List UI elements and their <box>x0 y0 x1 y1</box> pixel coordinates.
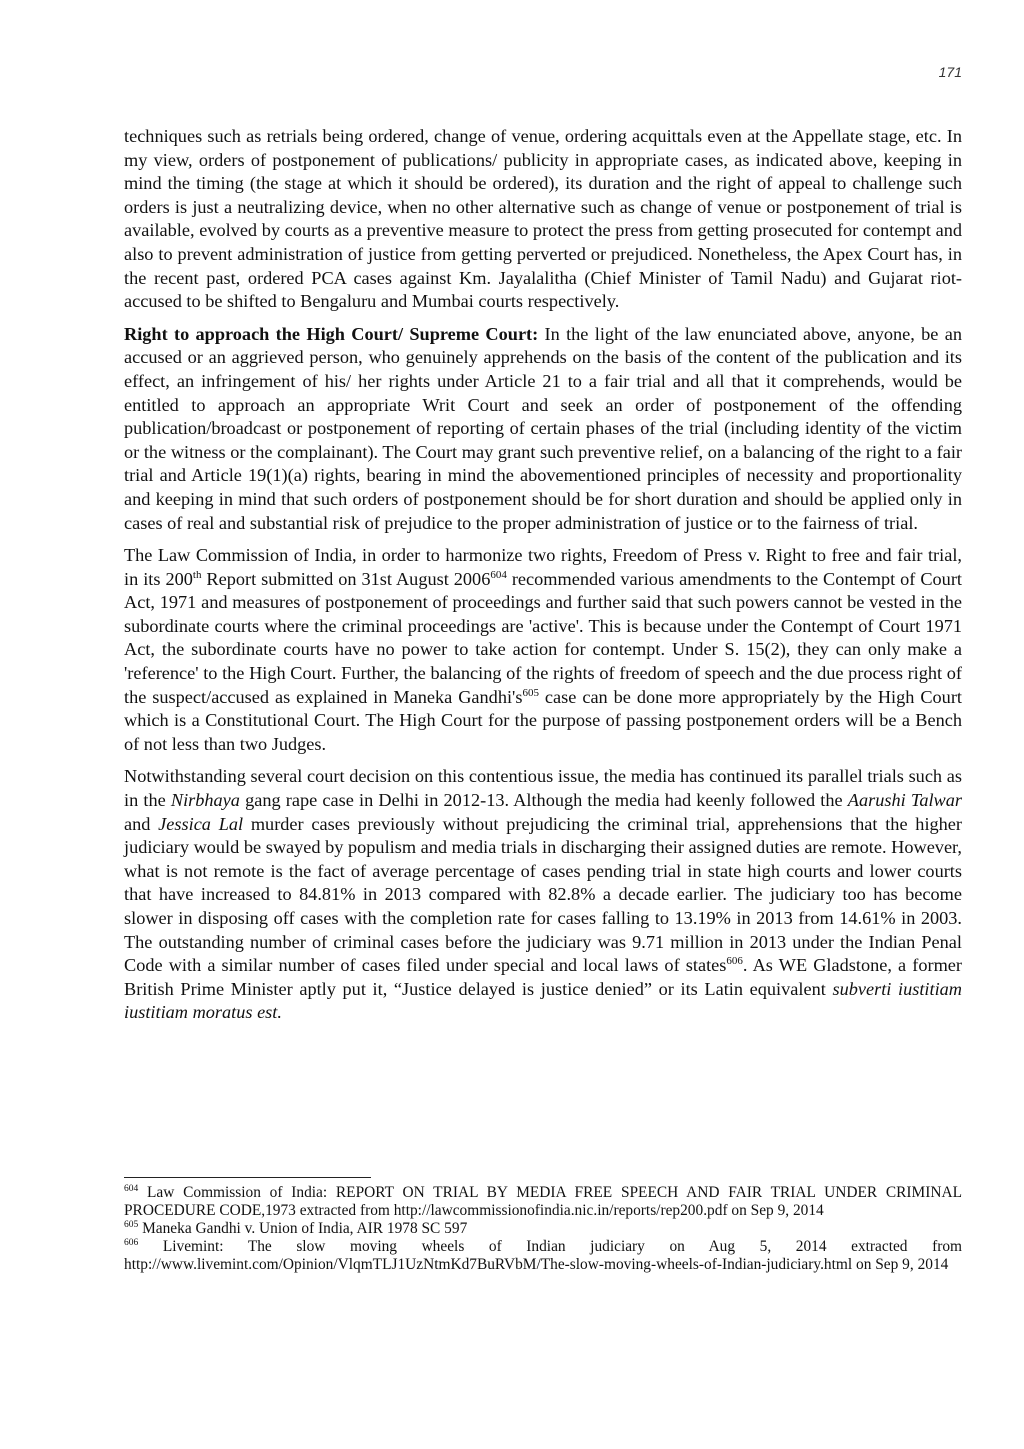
paragraph-3 <box>124 544 962 756</box>
paragraph-4 <box>124 765 962 1025</box>
footnote-number: 606 <box>124 1237 139 1248</box>
paragraph-3-part-a: The Law Commission of India, in order to harmonize two rights, Freedom of Press v. Right to free and fair trial, in its 200 <box>124 545 962 589</box>
paragraph-4-part-b: gang rape case in Delhi in 2012-13. Although the media had keenly followed the <box>239 790 848 811</box>
footnote-number: 605 <box>124 1219 139 1230</box>
paragraph-2-heading: Right to approach the High Court/ Supreme Court: <box>124 323 539 344</box>
paragraph-3-part-d: case can be done more appropriately by the High Court which is a Constitutional Court. The High Court for the purpose of passing postponement orders will be a Bench of not less than two Judges. <box>124 686 962 754</box>
ordinal-superscript: th <box>192 568 202 581</box>
footnote-ref-604[interactable]: 604 <box>490 568 507 581</box>
latin-phrase: subverti iustitiam iustitiam moratus est. <box>124 978 962 1023</box>
page-number: 171 <box>938 64 962 80</box>
paragraph-4-part-d: murder cases previously without prejudicing the criminal trial, apprehensions that the higher judiciary would be swayed by populism and media trials in discharging their assigned duties are remote. However, what is not remote is the fact of average percentage of cases pending trial in state high courts and lower courts that have increased to 84.81% in 2013 compared with 82.8% a decade earlier. The judiciary too has become slower in disposing off cases with the completion rate for cases falling to 13.19% in 2013 from 14.61% in 2003. The outstanding number of criminal cases before the judiciary was 9.71 million in 2013 under the Indian Penal Code with a similar number of cases filed under special and local laws of states <box>124 813 963 976</box>
case-name-nirbhaya: Nirbhaya <box>170 790 240 811</box>
footnote-text: Livemint: The slow moving wheels of Indian judiciary on Aug 5, 2014 extracted from http://www.livemint.com/Opinion/VlqmTLJ1UzNtmKd7BuRVbM/The-slow-moving-wheels-of-Indian-judiciary.html on Sep 9, 2014 <box>124 1238 962 1273</box>
paragraph-2 <box>124 323 962 535</box>
paragraph-4-part-c: and <box>124 813 159 834</box>
paragraph-1: techniques such as retrials being ordered, change of venue, ordering acquittals even at the Appellate stage, etc. In my view, orders of postponement of publications/ publicity in appropriate cases, as indicated above, keeping in mind the timing (the stage at which it should be ordered), its duration and the right of appeal to challenge such orders is just a neutralizing device, when no other alternative such as change of venue or postponement of trial is available, evolved by courts as a preventive measure to protect the press from getting prosecuted for contempt and also to prevent administration of justice from getting perverted or prejudiced. Nonetheless, the Apex Court has, in the recent past, ordered PCA cases against Km. Jayalalitha (Chief Minister of Tamil Nadu) and Gujarat riot-accused to be shifted to Bengaluru and Mumbai courts respectively. <box>124 126 962 312</box>
footnote-number: 604 <box>124 1183 139 1194</box>
paragraph-3-part-b: Report submitted on 31st August 2006 <box>201 568 491 589</box>
paragraph-4-part-a: Notwithstanding several court decision on this contentious issue, the media has continued its parallel trials such as in the <box>124 766 962 811</box>
body-text <box>124 125 962 1034</box>
footnotes <box>124 1184 962 1274</box>
case-name-aarushi-talwar: Aarushi Talwar <box>847 790 963 811</box>
paragraph-2-text: In the light of the law enunciated above, anyone, be an accused or an aggrieved person, who genuinely apprehends on the basis of the content of the publication and its effect, an infringement of his/ her rights under Article 21 to a fair trial and all that it comprehends, would be entitled to approach an appropriate Writ Court and seek an order of postponement of the offending publication/broadcast or postponement of reporting of certain phases of the trial (including identity of the victim or the witness or the complainant). The Court may grant such preventive relief, on a balancing of the right to a fair trial and Article 19(1)(a) rights, bearing in mind the abovementioned principles of necessity and proportionality and keeping in mind that such orders of postponement should be for short duration and should be applied only in cases of real and substantial risk of prejudice to the proper administration of justice or to the fairness of trial. <box>124 323 962 533</box>
footnote-605 <box>124 1220 962 1238</box>
footnote-606 <box>124 1238 962 1274</box>
footnote-604 <box>124 1184 962 1220</box>
paragraph-3-part-c: recommended various amendments to the Contempt of Court Act, 1971 and measures of postponement of proceedings and further said that such powers cannot be vested in the subordinate courts where the criminal proceedings are 'active'. This is because under the Contempt of Court 1971 Act, the subordinate courts have no power to take action for contempt. Under S. 15(2), they can only make a 'reference' to the High Court. Further, the balancing of the rights of freedom of speech and the due process right of the suspect/accused as explained in Maneka Gandhi's <box>124 568 962 707</box>
paragraph-4-part-e: . As WE Gladstone, a former British Prime Minister aptly put it, “Justice delayed is justice denied” or its Latin equivalent <box>124 955 962 999</box>
footnote-ref-605[interactable]: 605 <box>522 686 539 699</box>
footnote-ref-606[interactable]: 606 <box>726 955 743 968</box>
footnote-text: Law Commission of India: REPORT ON TRIAL BY MEDIA FREE SPEECH AND FAIR TRIAL UNDER CRIMINAL PROCEDURE CODE,1973 extracted from http://lawcommissionofindia.nic.in/reports/rep200.pdf on Sep 9, 2014 <box>124 1184 962 1219</box>
footnote-text: Maneka Gandhi v. Union of India, AIR 1978 SC 597 <box>138 1220 468 1237</box>
case-name-jessica-lal: Jessica Lal <box>158 813 244 834</box>
footnote-divider <box>124 1177 371 1178</box>
